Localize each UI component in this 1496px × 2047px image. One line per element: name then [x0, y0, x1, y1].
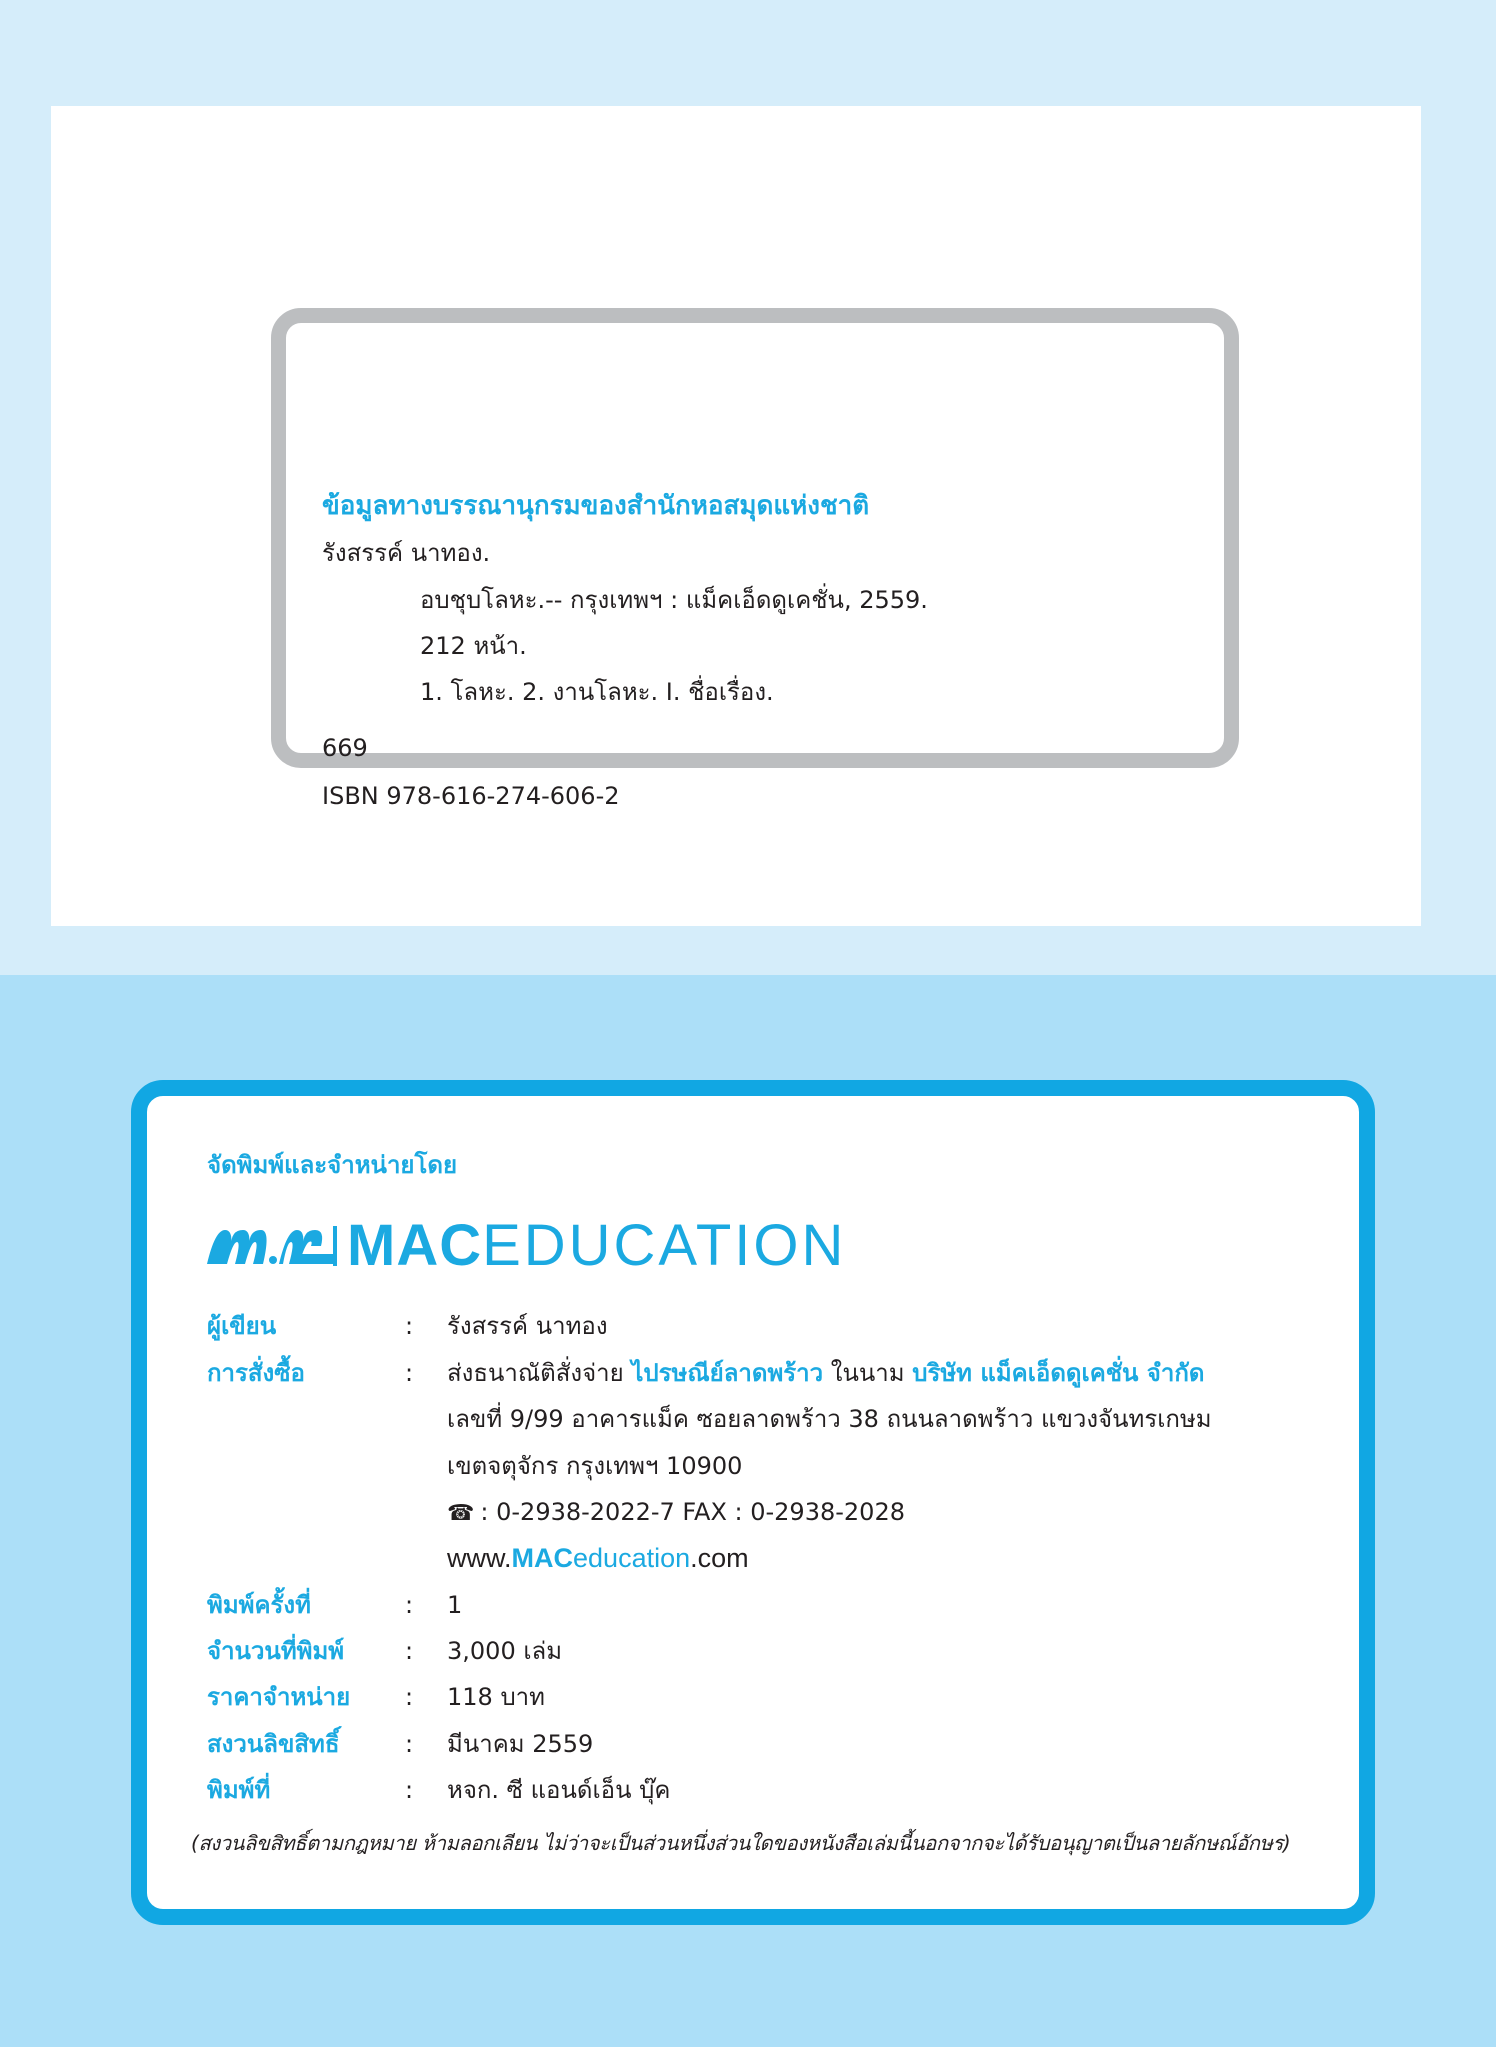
cip-subjects: 1. โลหะ. 2. งานโลหะ. I. ชื่อเรื่อง.	[420, 678, 774, 706]
copyright-label: สงวนลิขสิทธิ์	[207, 1730, 340, 1758]
copyright-value: มีนาคม 2559	[447, 1730, 594, 1758]
cip-classification: 669	[322, 734, 368, 762]
price-value: 118 บาท	[447, 1683, 545, 1711]
printer-value: หจก. ซี แอนด์เอ็น บุ๊ค	[447, 1776, 671, 1804]
address-line-1: เลขที่ 9/99 อาคารแม็ค ซอยลาดพร้าว 38 ถนนลาดพร้าว แขวงจันทรเกษม	[447, 1405, 1212, 1433]
edition-value: 1	[447, 1591, 463, 1619]
cip-author: รังสรรค์ นาทอง.	[322, 539, 491, 567]
website-prefix: www.	[447, 1543, 512, 1573]
print-run-label: จำนวนที่พิมพ์	[207, 1637, 345, 1665]
edition-colon: :	[405, 1591, 414, 1619]
publisher-heading: จัดพิมพ์และจำหน่ายโดย	[207, 1151, 458, 1179]
printer-colon: :	[405, 1776, 414, 1804]
copyright-colon: :	[405, 1730, 414, 1758]
phone-icon: ☎	[447, 1501, 475, 1526]
author-label: ผู้เขียน	[207, 1312, 277, 1340]
printer-label: พิมพ์ที่	[207, 1776, 271, 1804]
cip-box	[271, 308, 1239, 810]
price-label: ราคาจำหน่าย	[207, 1683, 351, 1711]
publisher-box	[131, 1080, 1375, 1925]
order-post-office: ไปรษณีย์ลาดพร้าว	[631, 1359, 824, 1387]
website-mac: MAC	[511, 1543, 574, 1573]
logo-wordmark-light: EDUCATION	[482, 1213, 847, 1278]
edition-label: พิมพ์ครั้งที่	[207, 1591, 311, 1619]
logo-wordmark-bold: MAC	[347, 1213, 483, 1278]
order-value	[447, 1356, 1204, 1390]
mac-education-logo	[205, 1213, 905, 1278]
order-colon: :	[405, 1359, 414, 1387]
phone-line	[447, 1495, 905, 1531]
cip-isbn: ISBN 978-616-274-606-2	[322, 782, 620, 810]
author-colon: :	[405, 1312, 414, 1340]
price-colon: :	[405, 1683, 414, 1711]
cip-imprint: อบชุบโลหะ.-- กรุงเทพฯ : แม็คเอ็ดดูเคชั่น, 2559.	[420, 586, 928, 614]
order-text-1: ส่งธนาณัติสั่งจ่าย	[447, 1359, 632, 1387]
order-label: การสั่งซื้อ	[207, 1359, 305, 1387]
website-link[interactable]	[447, 1541, 749, 1575]
copyright-notice: (สงวนลิขสิทธิ์ตามกฎหมาย ห้ามลอกเลียน ไม่ว่าจะเป็นส่วนหนึ่งส่วนใดของหนังสือเล่มนี้นอกจากจะได้รับอนุญาตเป็นลายลักษณ์อักษร)	[191, 1831, 1291, 1855]
print-run-value: 3,000 เล่ม	[447, 1637, 563, 1665]
website-suffix: .com	[690, 1543, 749, 1573]
cip-pages: 212 หน้า.	[420, 632, 527, 660]
cip-title: ข้อมูลทางบรรณานุกรมของสำนักหอสมุดแห่งชาติ	[322, 491, 870, 521]
order-text-2: ในนาม	[823, 1359, 913, 1387]
website-education: education	[573, 1543, 691, 1573]
phone-numbers: : 0-2938-2022-7 FAX : 0-2938-2028	[480, 1498, 905, 1526]
print-run-colon: :	[405, 1637, 414, 1665]
logo-wordmark	[347, 1213, 847, 1278]
author-value: รังสรรค์ นาทอง	[447, 1312, 608, 1340]
order-company: บริษัท แม็คเอ็ดดูเคชั่น จำกัด	[912, 1359, 1205, 1387]
cip-page	[51, 106, 1421, 926]
mac-wave-logo-icon	[205, 1224, 337, 1268]
address-line-2: เขตจตุจักร กรุงเทพฯ 10900	[447, 1452, 743, 1480]
